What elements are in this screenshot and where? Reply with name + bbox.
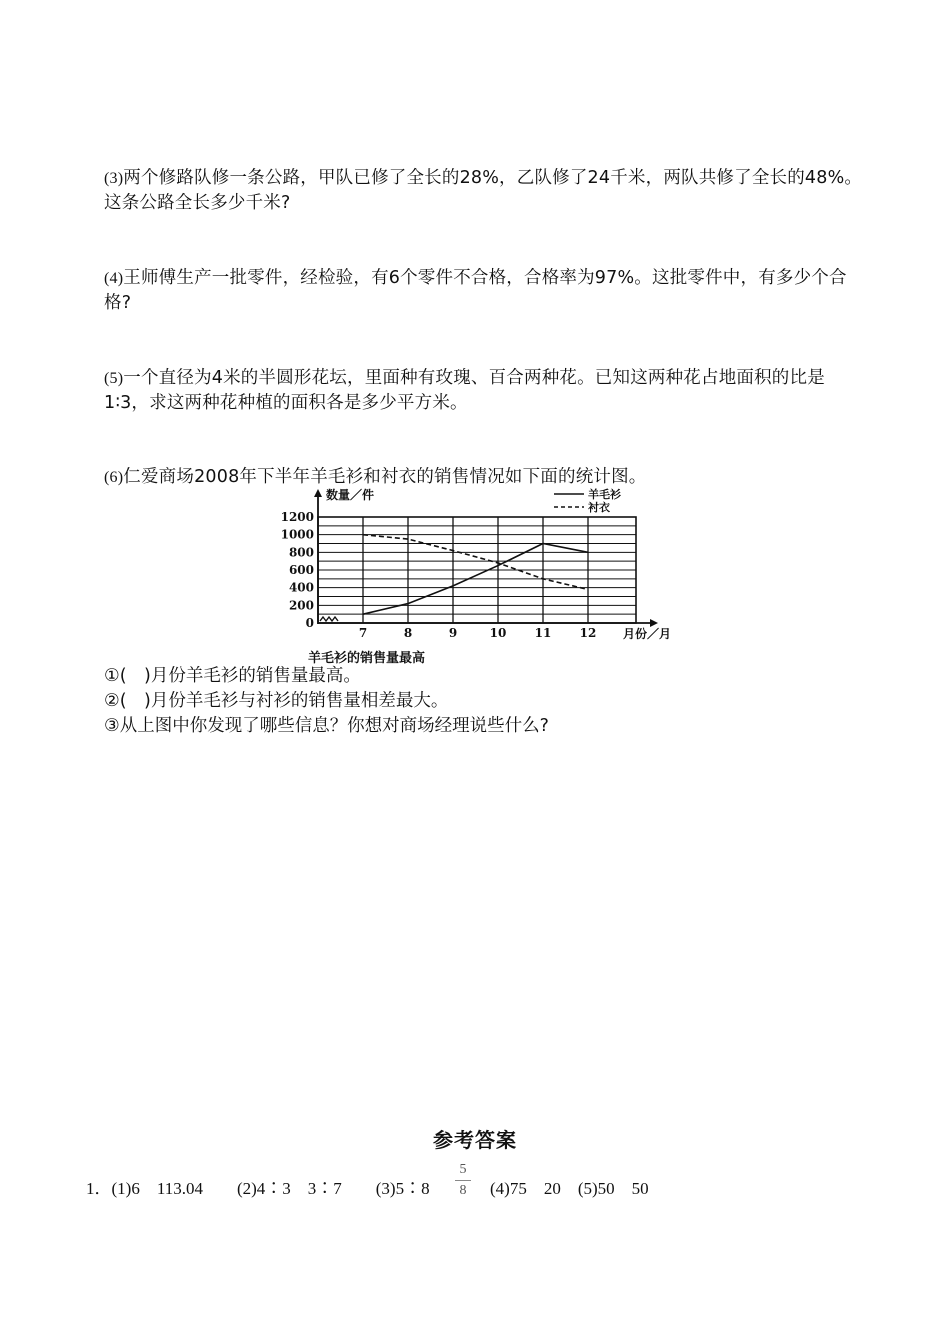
answers-title: 参考答案 [433,1128,517,1152]
x-tick-label: 8 [403,626,413,640]
question-3 [104,166,869,216]
question-5 [104,366,869,416]
fraction-denominator: 8 [459,1183,467,1198]
question-6-text: 仁爱商场2008年下半年羊毛衫和衬衣的销售情况如下面的统计图。 [123,467,647,487]
y-tick-label: 200 [288,598,314,613]
question-3-text: 两个修路队修一条公路，甲队已修了全长的28%，乙队修了24千米，两队共修了全长的48%。这条公路全长多少千米? [104,168,863,213]
x-tick-labels [359,626,597,640]
x-tick-label: 12 [579,626,597,640]
y-axis-arrow [314,489,322,497]
legend-label: 羊毛衫 [588,488,621,501]
y-axis-label: 数量／件 [326,488,375,502]
sales-line-chart [268,485,680,666]
x-axis-label: 月份／月 [623,627,672,641]
axis-break-mark [320,617,338,621]
sub-question-3: ③从上图中你发现了哪些信息？你想对商场经理说些什么? [104,716,549,736]
question-3-number: (3) [104,170,124,187]
question-5-text: 一个直径为4米的半圆形花坛，里面种有玫瑰、百合两种花。已知这两种花占地面积的比是1∶3，求这两种花种植的面积各是多少平方米。 [104,368,825,413]
sub-question-2: ②( )月份羊毛衫与衬衫的销售量相差最大。 [104,691,449,711]
x-tick-label: 10 [489,626,507,640]
chart-truncated-caption: 羊毛衫的销售量最高 [308,651,426,666]
y-tick-label: 1000 [280,527,314,542]
question-4-text: 王师傅生产一批零件，经检验，有6个零件不合格，合格率为97%。这批零件中，有多少个合格? [104,268,847,313]
chart-legend [554,487,622,514]
y-tick-label: 1200 [280,510,314,524]
y-tick-label: 400 [288,580,314,595]
answer-line-part2: (4)75 20 (5)50 50 [490,1179,649,1198]
series-line-shirt [363,535,588,590]
sub-question-1: ①( )月份羊毛衫的销售量最高。 [104,666,361,686]
question-5-number: (5) [104,370,124,387]
x-tick-label: 7 [358,626,368,640]
answer-line-part1: 1．(1)6 113.04 (2)4∶3 3∶7 (3)5∶8 [86,1179,430,1198]
y-tick-label: 0 [305,616,314,630]
question-6-number: (6) [104,469,124,486]
question-4 [104,266,869,316]
y-tick-label: 600 [288,563,314,577]
fraction-bar [455,1180,471,1181]
chart-series [363,535,588,615]
x-tick-label: 9 [448,626,458,640]
fraction-numerator: 5 [459,1162,467,1177]
y-tick-labels [281,510,314,630]
x-axis-arrow [650,619,658,627]
chart-grid [318,517,636,623]
y-tick-label: 800 [288,545,314,560]
legend-label: 衬衣 [588,501,610,514]
x-tick-label: 11 [534,626,552,640]
answer-fraction [455,1162,471,1199]
question-4-number: (4) [104,270,124,287]
